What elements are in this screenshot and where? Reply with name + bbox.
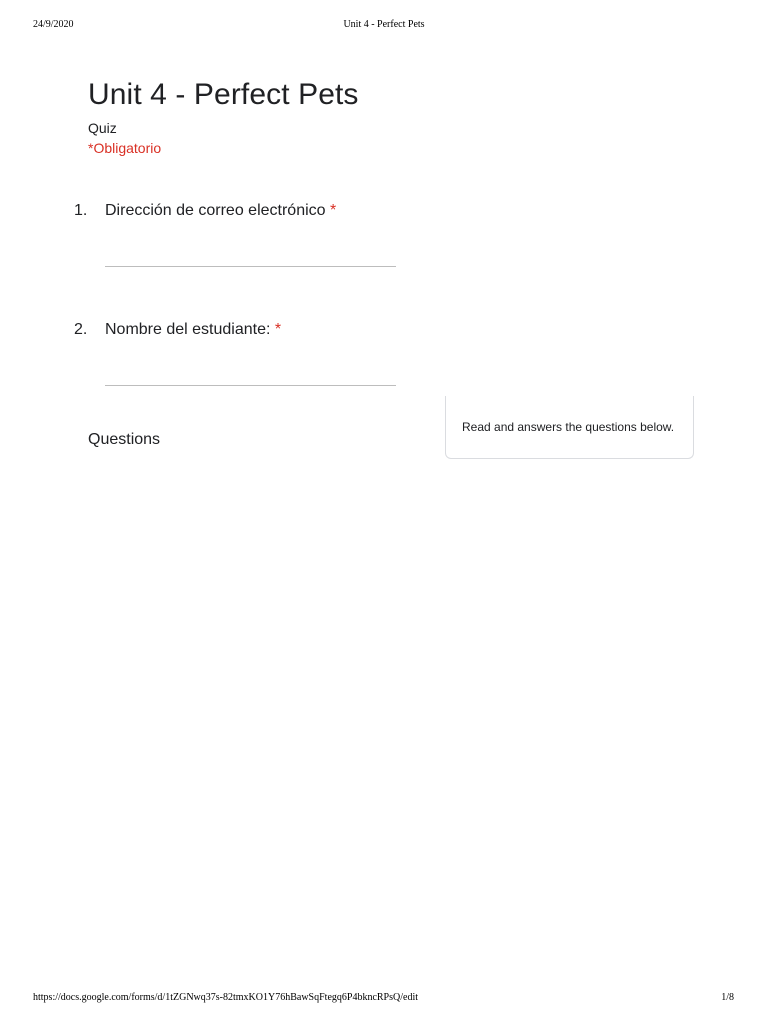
print-title: Unit 4 - Perfect Pets xyxy=(343,19,425,30)
question-text: Nombre del estudiante: xyxy=(105,321,271,338)
section-description-card xyxy=(445,396,694,459)
print-url: https://docs.google.com/forms/d/1tZGNwq37s-82tmxKO1Y76hBawSqFtegq6P4bkncRPsQ/edit xyxy=(33,992,418,1003)
question-number: 2. xyxy=(74,321,88,338)
question-label xyxy=(105,321,281,339)
form-description: Quiz xyxy=(88,120,117,136)
student-name-answer-field[interactable] xyxy=(105,385,396,386)
email-answer-field[interactable] xyxy=(105,266,396,267)
required-asterisk: * xyxy=(330,202,337,219)
print-header xyxy=(0,19,768,33)
required-asterisk: * xyxy=(274,321,282,338)
question-text: Dirección de correo electrónico xyxy=(105,202,326,219)
print-date: 24/9/2020 xyxy=(33,19,74,30)
question-number: 1. xyxy=(74,202,88,219)
form-title: Unit 4 - Perfect Pets xyxy=(88,78,359,111)
page-number: 1/8 xyxy=(721,992,734,1003)
section-description: Read and answers the questions below. xyxy=(462,420,675,434)
section-title: Questions xyxy=(88,431,161,448)
print-footer xyxy=(0,992,768,1006)
required-note: *Obligatorio xyxy=(88,140,162,156)
question-label xyxy=(105,202,336,220)
